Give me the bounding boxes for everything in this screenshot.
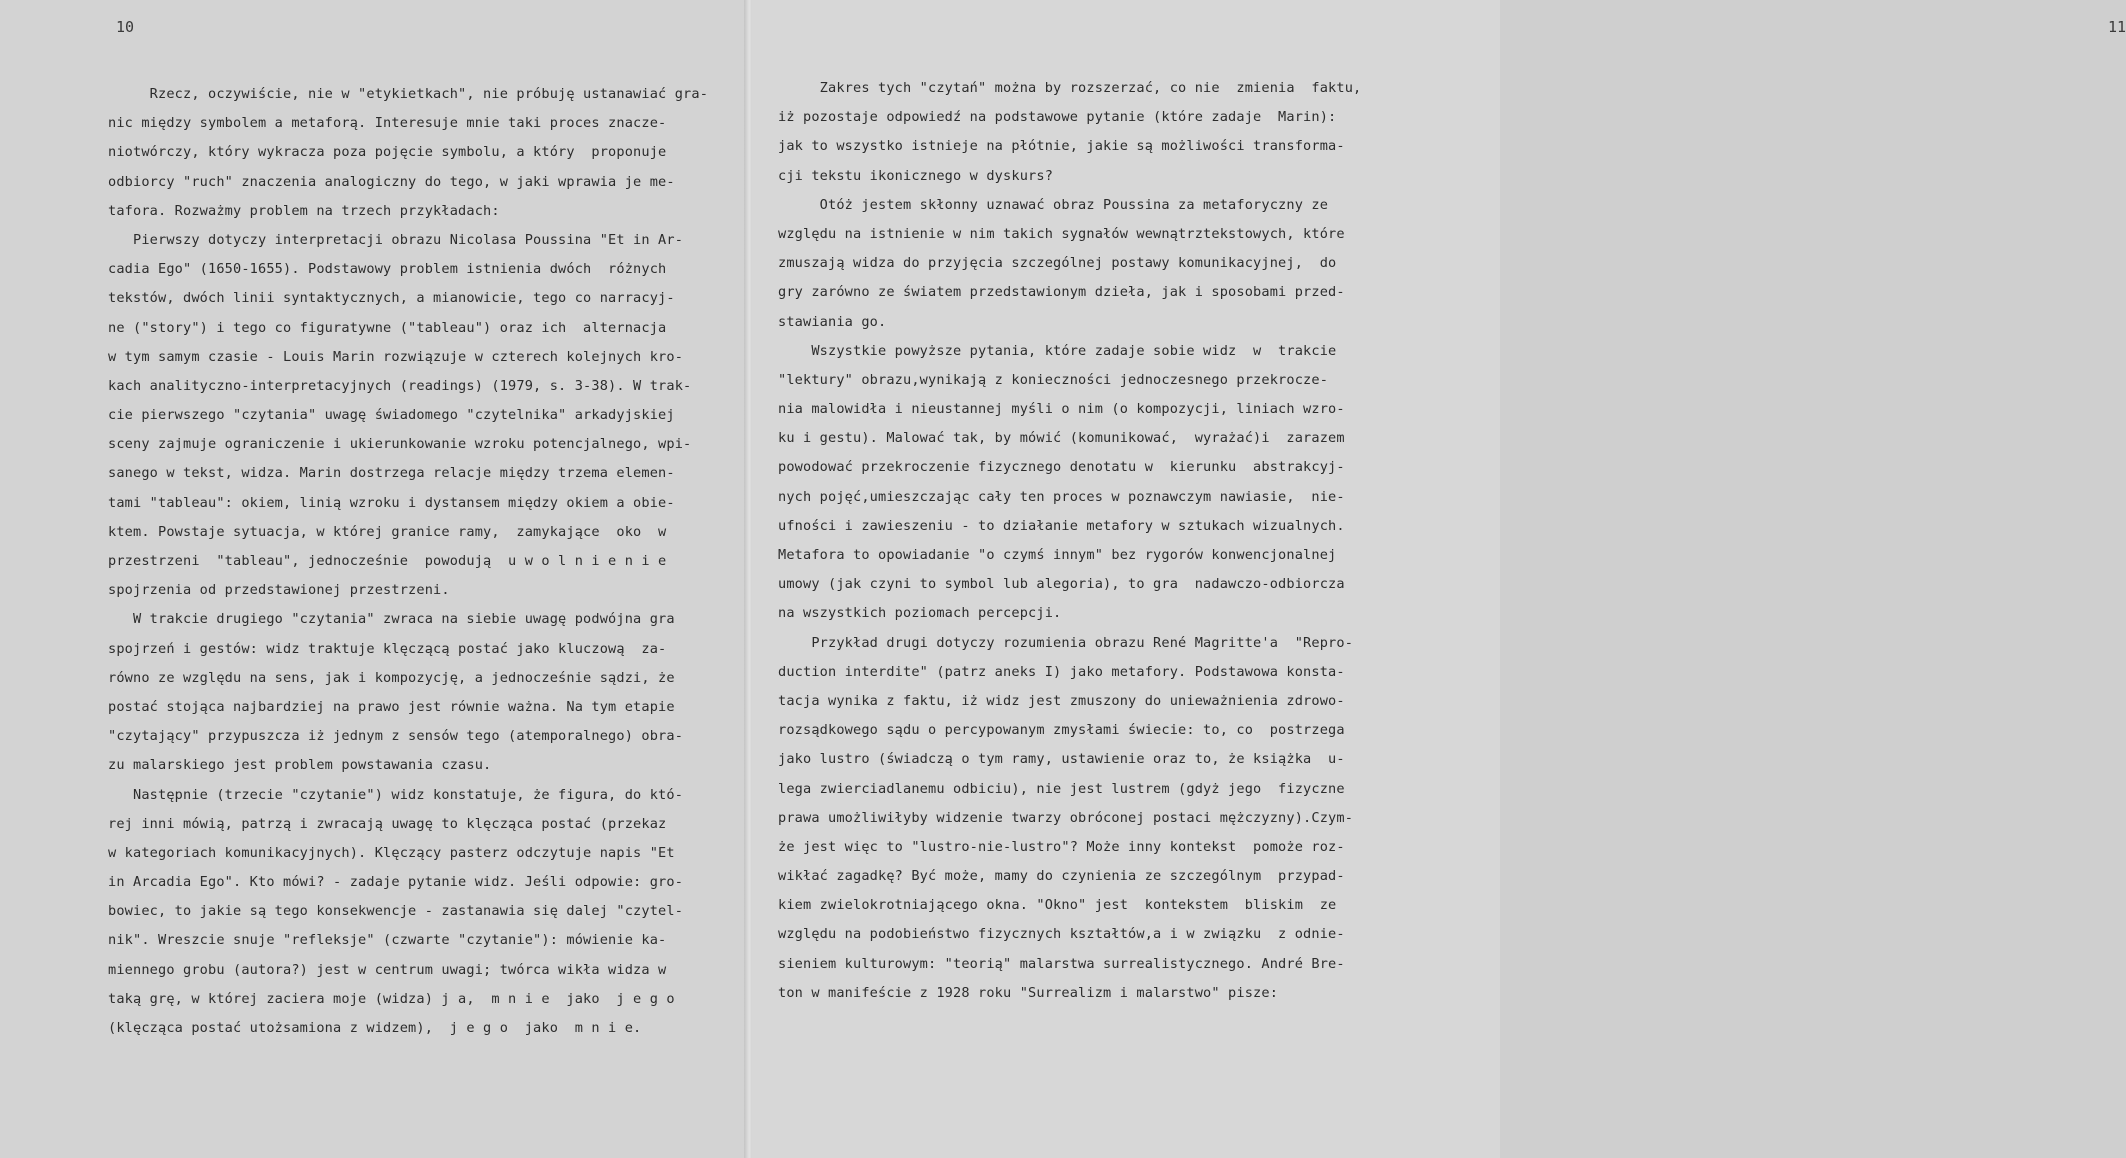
text-line: umowy (jak czyni to symbol lub alegoria), to gra nadawczo-odbiorcza xyxy=(778,576,1345,593)
text-line: spojrzenia od przedstawionej przestrzeni. xyxy=(108,582,450,599)
text-line: Metafora to opowiadanie "o czymś innym" bez rygorów konwencjonalnej xyxy=(778,547,1337,563)
text-line: in Arcadia Ego". Kto mówi? - zadaje pytanie widz. Jeśli odpowie: gro- xyxy=(108,874,684,891)
text-line: nic między symbolem a metaforą. Interesuje mnie taki proces znacze- xyxy=(108,115,667,132)
text-line: spojrzeń i gestów: widz traktuje klęczącą postać jako kluczową za- xyxy=(108,640,667,657)
text-line: nych pojęć,umieszczając cały ten proces w poznawczym nawiasie, nie- xyxy=(778,488,1345,505)
text-line: Przykład drugi dotyczy rozumienia obrazu René Magritte'a "Repro- xyxy=(778,634,1354,651)
right-page-text xyxy=(778,74,1361,1008)
text-line: w tym samym czasie - Louis Marin rozwiązuje w czterech kolejnych kro- xyxy=(108,348,684,365)
text-line: taką grę, w której zaciera moje (widza) j a, m n i e jako j e g o xyxy=(108,990,675,1007)
text-line: że jest więc to "lustro-nie-lustro"? Może inny kontekst pomoże roz- xyxy=(778,838,1345,855)
text-line: W trakcie drugiego "czytania" zwraca na siebie uwagę podwójna gra xyxy=(108,611,675,628)
text-line: kach analityczno-interpretacyjnych (readings) (1979, s. 3-38). W trak- xyxy=(108,377,692,394)
text-line: niotwórczy, który wykracza poza pojęcie symbolu, a który proponuje xyxy=(108,144,667,161)
text-line: "czytający" przypuszcza iż jednym z sensów tego (atemporalnego) obra- xyxy=(108,728,684,745)
text-line: cadia Ego" (1650-1655). Podstawowy problem istnienia dwóch różnych xyxy=(108,261,667,278)
text-line: tafora. Rozważmy problem na trzech przykładach: xyxy=(108,202,500,219)
text-line: prawa umożliwiłyby widzenie twarzy obróconej postaci mężczyzny).Czym- xyxy=(778,809,1354,826)
text-line: lega zwierciadlanemu odbiciu), nie jest lustrem (gdyż jego fizyczne xyxy=(778,780,1345,797)
text-line: sanego w tekst, widza. Marin dostrzega relacje między trzema elemen- xyxy=(108,465,675,482)
text-line: ufności i zawieszeniu - to działanie metafory w sztukach wizualnych. xyxy=(778,517,1345,534)
text-line: nik". Wreszcie snuje "refleksje" (czwarte "czytanie"): mówienie ka- xyxy=(108,932,667,949)
text-line: powodować przekroczenie fizycznego denotatu w kierunku abstrakcyj- xyxy=(778,459,1345,476)
text-line: Zakres tych "czytań" można by rozszerzać, co nie zmienia faktu, xyxy=(778,80,1362,96)
text-line: bowiec, to jakie są tego konsekwencje - zastanawia się dalej "czytel- xyxy=(108,903,684,920)
text-line: przestrzeni "tableau", jednocześnie powodują u w o l n i e n i e xyxy=(108,553,667,569)
text-line: względu na podobieństwo fizycznych kształtów,a i w związku z odnie- xyxy=(778,926,1345,943)
text-line: tacja wynika z faktu, iż widz jest zmuszony do unieważnienia zdrowo- xyxy=(778,692,1345,709)
text-line: zu malarskiego jest problem powstawania czasu. xyxy=(108,757,492,774)
text-line: rozsądkowego sądu o percypowanym zmysłami świecie: to, co postrzega xyxy=(778,722,1345,739)
text-line: nia malowidła i nieustannej myśli o nim (o kompozycji, liniach wzro- xyxy=(778,401,1345,418)
left-page-text xyxy=(108,80,708,1043)
text-line: ton w manifeście z 1928 roku "Surrealizm i malarstwo" pisze: xyxy=(778,984,1279,1001)
text-line: rej inni mówią, patrzą i zwracają uwagę to klęcząca postać (przekaz xyxy=(108,815,667,832)
text-line: jako lustro (świadczą o tym ramy, ustawienie oraz to, że książka u- xyxy=(778,751,1345,768)
text-line: miennego grobu (autora?) jest w centrum uwagi; twórca wikła widza w xyxy=(108,961,667,978)
text-line: Rzecz, oczywiście, nie w "etykietkach", nie próbuję ustanawiać gra- xyxy=(108,86,709,102)
text-line: sceny zajmuje ograniczenie i ukierunkowanie wzroku potencjalnego, wpi- xyxy=(108,436,692,453)
text-line: stawiania go. xyxy=(778,313,887,330)
text-line: Następnie (trzecie "czytanie") widz konstatuje, że figura, do któ- xyxy=(108,786,684,803)
page-number: 11 xyxy=(2108,18,2126,36)
left-page xyxy=(0,0,748,1158)
text-line: tekstów, dwóch linii syntaktycznych, a mianowicie, tego co narracyj- xyxy=(108,290,675,307)
text-line: w kategoriach komunikacyjnych). Klęczący pasterz odczytuje napis "Et xyxy=(108,844,675,861)
text-line: iż pozostaje odpowiedź na podstawowe pytanie (które zadaje Marin): xyxy=(778,109,1337,126)
text-line: względu na istnienie w nim takich sygnałów wewnątrztekstowych, które xyxy=(778,225,1345,242)
text-line: gry zarówno ze światem przedstawionym dzieła, jak i sposobami przed- xyxy=(778,284,1345,301)
right-page xyxy=(752,0,2126,1158)
page-number: 10 xyxy=(116,18,135,36)
text-line: ktem. Powstaje sytuacja, w której granice ramy, zamykające oko w xyxy=(108,523,667,540)
text-line: ku i gestu). Malować tak, by mówić (komunikować, wyrażać)i zarazem xyxy=(778,430,1345,447)
text-line: odbiorcy "ruch" znaczenia analogiczny do tego, w jaki wprawia je me- xyxy=(108,173,675,190)
text-line: cji tekstu ikonicznego w dyskurs? xyxy=(778,167,1054,184)
text-line: na wszystkich poziomach percepcji. xyxy=(778,605,1062,622)
text-line: Wszystkie powyższe pytania, które zadaje sobie widz w trakcie xyxy=(778,342,1337,359)
text-line: jak to wszystko istnieje na płótnie, jakie są możliwości transforma- xyxy=(778,138,1345,155)
text-line: cie pierwszego "czytania" uwagę świadomego "czytelnika" arkadyjskiej xyxy=(108,407,675,424)
text-line: sieniem kulturowym: "teorią" malarstwa surrealistycznego. André Bre- xyxy=(778,955,1345,972)
text-line: równo ze względu na sens, jak i kompozycję, a jednocześnie sądzi, że xyxy=(108,669,675,686)
text-line: kiem zwielokrotniającego okna. "Okno" jest kontekstem bliskim ze xyxy=(778,897,1337,914)
text-line: tami "tableau": okiem, linią wzroku i dystansem między okiem a obie- xyxy=(108,494,675,511)
text-line: Otóż jestem skłonny uznawać obraz Poussina za metaforyczny ze xyxy=(778,196,1329,213)
text-line: Pierwszy dotyczy interpretacji obrazu Nicolasa Poussina "Et in Ar- xyxy=(108,231,684,248)
text-line: zmuszają widza do przyjęcia szczególnej postawy komunikacyjnej, do xyxy=(778,255,1337,272)
text-line: (klęcząca postać utożsamiona z widzem), j e g o jako m n i e. xyxy=(108,1020,642,1036)
text-line: "lektury" obrazu,wynikają z konieczności jednoczesnego przekrocze- xyxy=(778,371,1329,388)
text-line: wikłać zagadkę? Być może, mamy do czynienia ze szczególnym przypad- xyxy=(778,868,1345,885)
text-line: duction interdite" (patrz aneks I) jako metafory. Podstawowa konsta- xyxy=(778,663,1345,680)
text-line: ne ("story") i tego co figuratywne ("tableau") oraz ich alternacja xyxy=(108,319,667,336)
text-line: postać stojąca najbardziej na prawo jest równie ważna. Na tym etapie xyxy=(108,698,675,715)
